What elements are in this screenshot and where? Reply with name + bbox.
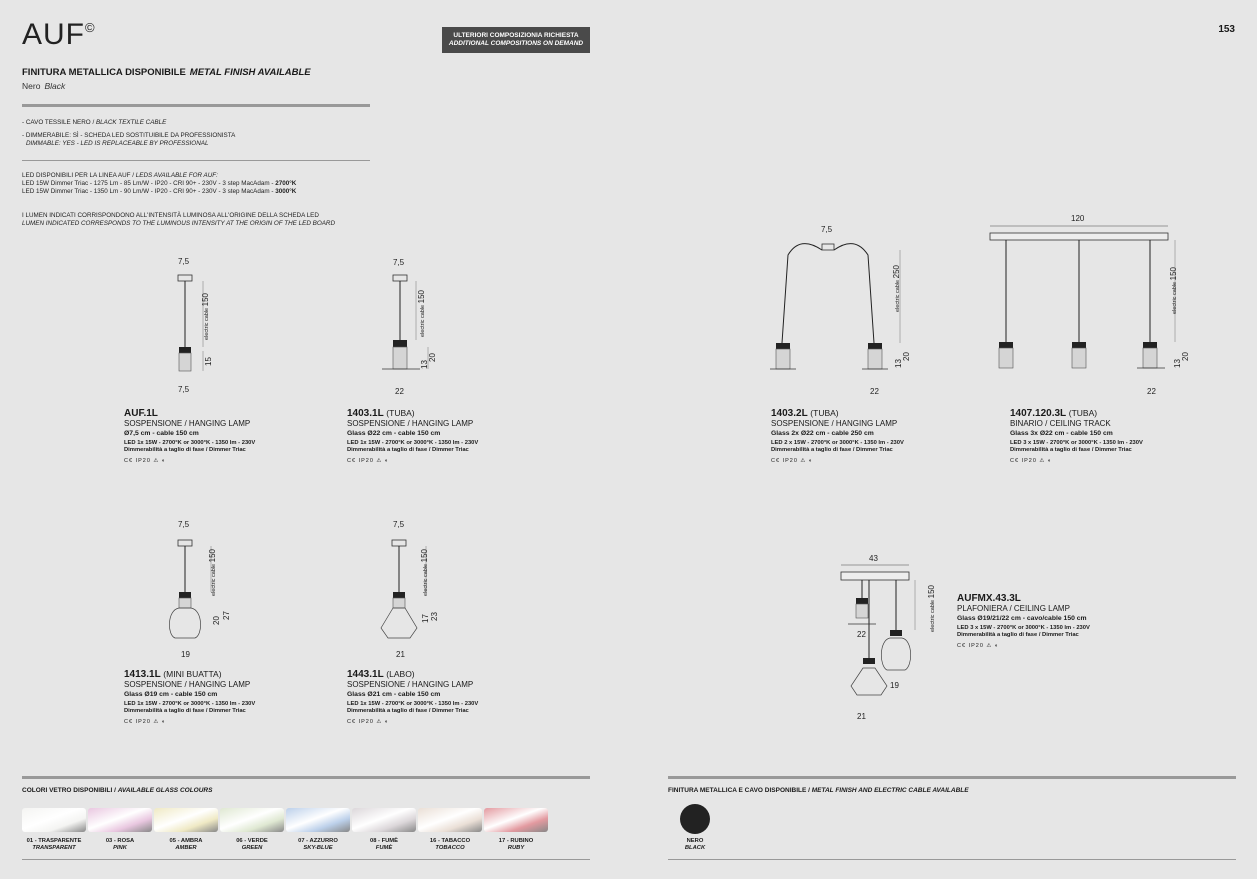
- dim-label: 22: [870, 387, 879, 396]
- dim-label: 22: [1147, 387, 1156, 396]
- certification-icons: C€ IP20 ⚠ ◐: [124, 458, 167, 464]
- aufmx-43-3l-drawing: [835, 560, 955, 720]
- metal-finish-swatch: [680, 804, 710, 834]
- swatch-color: [484, 808, 548, 832]
- product-card: [957, 593, 1157, 649]
- product-glass: Glass 3x Ø22 cm - cable 150 cm: [1010, 430, 1113, 437]
- product-glass: Glass Ø22 cm - cable 150 cm: [347, 430, 441, 437]
- dim-label: 7,5: [178, 257, 190, 266]
- badge-line-it: ULTERIORI COMPOSIZIONIA RICHIESTA: [453, 32, 579, 39]
- compositions-badge: [442, 27, 590, 53]
- dim-label: 15: [204, 357, 213, 366]
- certification-icons: C€ IP20 ⚠ ◐: [124, 719, 167, 725]
- product-type: PLAFONIERA / CEILING LAMP: [957, 604, 1070, 613]
- dim-label: 19: [181, 650, 190, 659]
- dim-label: 19: [890, 681, 899, 690]
- dim-label: electric cable 150: [201, 293, 210, 340]
- product-code: 1407.120.3L (TUBA): [1010, 408, 1098, 419]
- divider: [668, 859, 1236, 860]
- 1413-1l-drawing: [165, 520, 245, 660]
- swatch-label: 05 - AMBRA AMBER: [169, 838, 203, 851]
- product-glass: Glass 2x Ø22 cm - cable 250 cm: [771, 430, 874, 437]
- page-number: 153: [1218, 24, 1235, 35]
- product-code: 1403.2L (TUBA): [771, 408, 839, 419]
- product-code: AUF.1L: [124, 408, 158, 419]
- swatch-label: 17 - RUBINO RUBY: [498, 838, 534, 851]
- product-led: LED 2 x 15W - 2700°K or 3000°K - 1350 lm - 230V Dimmerabilità a taglio di fase / Dimmer Triac: [771, 440, 904, 453]
- product-type: BINARIO / CEILING TRACK: [1010, 419, 1111, 428]
- product-type: SOSPENSIONE / HANGING LAMP: [124, 419, 251, 428]
- 1407-120-3l-drawing: [985, 220, 1185, 380]
- glass-swatch-4: [286, 808, 350, 852]
- glass-swatch-3: [220, 808, 284, 852]
- glass-swatch-7: [484, 808, 548, 852]
- dim-label: electric cable 150: [1169, 267, 1178, 314]
- badge-line-en: ADDITIONAL COMPOSITIONS ON DEMAND: [448, 40, 584, 47]
- dim-label: 7,5: [178, 520, 190, 529]
- dim-label: 22: [395, 387, 404, 396]
- product-led: LED 1x 15W - 2700°K or 3000°K - 1350 lm - 230V Dimmerabilità a taglio di fase / Dimmer Triac: [347, 701, 479, 714]
- certification-icons: C€ IP20 ⚠ ◐: [347, 719, 390, 725]
- led-available: LED DISPONIBILI PER LA LINEA AUF / LEDS AVAILABLE FOR AUF: LED 15W Dimmer Triac - 1275 Lm - 85 Lm/W - IP20 - CRI 90+ - 230V - 3 step MacAdam - 2700°K LED 15W Dimmer Triac - 1350 Lm - 90 Lm/W - IP20 - CRI 90+ - 230V - 3 step MacAdam - 3000°K: [22, 172, 297, 195]
- swatch-label: 06 - VERDE GREEN: [236, 838, 268, 851]
- glass-colours-title: COLORI VETRO DISPONIBILI / AVAILABLE GLASS COLOURS: [22, 787, 213, 794]
- dim-label: 7,5: [393, 520, 405, 529]
- product-led: LED 1x 15W - 2700°K or 3000°K - 1350 lm - 230V Dimmerabilità a taglio di fase / Dimmer Triac: [347, 440, 479, 453]
- product-glass: Ø7,5 cm - cable 150 cm: [124, 430, 199, 437]
- dim-label: electric cable 150: [927, 585, 936, 632]
- product-card: [347, 408, 547, 464]
- dim-label: 13: [1173, 359, 1182, 368]
- product-type: SOSPENSIONE / HANGING LAMP: [124, 680, 251, 689]
- dim-label: 27: [222, 611, 231, 620]
- product-card: [771, 408, 971, 464]
- certification-icons: C€ IP20 ⚠ ◐: [1010, 458, 1053, 464]
- dim-label: 17: [421, 614, 430, 623]
- swatch-label: 16 - TABACCO TOBACCO: [429, 838, 471, 851]
- swatch-color: [286, 808, 350, 832]
- product-card: [1010, 408, 1210, 464]
- product-code: 1443.1L (LABO): [347, 669, 415, 680]
- dim-label: 21: [857, 712, 866, 721]
- product-glass: Glass Ø19/21/22 cm - cavo/cable 150 cm: [957, 615, 1087, 622]
- product-code: 1403.1L (TUBA): [347, 408, 415, 419]
- auf-1l-drawing: [160, 255, 240, 395]
- product-led: LED 3 x 15W - 2700°K or 3000°K - 1350 lm - 230V Dimmerabilità a taglio di fase / Dimmer Triac: [1010, 440, 1143, 453]
- glass-swatch-2: [154, 808, 218, 852]
- product-card: [347, 669, 547, 725]
- certification-icons: C€ IP20 ⚠ ◐: [957, 643, 1000, 649]
- product-card: [124, 408, 324, 464]
- dim-label: 22: [857, 630, 866, 639]
- dim-label: electric cable 150: [420, 549, 429, 596]
- dim-label: 7,5: [178, 385, 190, 394]
- swatch-label: 01 - TRASPARENTE TRANSPARENT: [26, 838, 82, 851]
- glass-swatch-5: [352, 808, 416, 852]
- dim-label: 7,5: [393, 258, 405, 267]
- swatch-color: [418, 808, 482, 832]
- 1443-1l-drawing: [378, 520, 458, 660]
- product-type: SOSPENSIONE / HANGING LAMP: [771, 419, 898, 428]
- product-code: AUFMX.43.3L: [957, 593, 1021, 604]
- glass-swatch-1: [88, 808, 152, 852]
- glass-swatch-row: [22, 808, 548, 852]
- product-code: 1413.1L (MINI BUATTA): [124, 669, 222, 680]
- finish-color: Nero Black: [22, 81, 66, 91]
- product-led: LED 1x 15W - 2700°K or 3000°K - 1350 lm - 230V Dimmerabilità a taglio di fase / Dimmer Triac: [124, 701, 256, 714]
- lumen-note: I LUMEN INDICATI CORRISPONDONO ALL'INTENSITÀ LUMINOSA ALL'ORIGINE DELLA SCHEDA LED LUMEN INDICATED CORRESPONDS TO THE LUMINOUS INTENSITY AT THE ORIGIN OF THE LED BOARD: [22, 212, 336, 227]
- metal-finish-label: NERO BLACK: [684, 838, 706, 851]
- swatch-color: [22, 808, 86, 832]
- product-led: LED 1x 15W - 2700°K or 3000°K - 1350 lm - 230V Dimmerabilità a taglio di fase / Dimmer Triac: [124, 440, 256, 453]
- dimmable-spec: - DIMMERABILE: SÌ - SCHEDA LED SOSTITUIBILE DA PROFESSIONISTA DIMMABLE: YES - LED IS REPLACEABLE BY PROFESSIONAL: [22, 132, 236, 147]
- metal-cable-title: FINITURA METALLICA E CAVO DISPONIBILE / METAL FINISH AND ELECTRIC CABLE AVAILABLE: [668, 787, 969, 794]
- swatch-label: 03 - ROSA PINK: [105, 838, 135, 851]
- dim-label: 7,5: [821, 225, 833, 234]
- dim-label: 20: [1181, 352, 1190, 361]
- divider: [22, 160, 370, 161]
- dim-label: 23: [430, 612, 439, 621]
- dim-label: 21: [396, 650, 405, 659]
- swatch-label: 08 - FUMÈ FUMÈ: [369, 838, 399, 851]
- product-glass: Glass Ø21 cm - cable 150 cm: [347, 691, 441, 698]
- product-card: [124, 669, 324, 725]
- brand-title: AUF©: [22, 18, 96, 51]
- swatch-color: [88, 808, 152, 832]
- product-type: SOSPENSIONE / HANGING LAMP: [347, 680, 474, 689]
- product-type: SOSPENSIONE / HANGING LAMP: [347, 419, 474, 428]
- dim-label: 20: [902, 352, 911, 361]
- glass-swatch-0: [22, 808, 86, 852]
- product-led: LED 3 x 15W - 2700°K or 3000°K - 1350 lm - 230V Dimmerabilità a taglio di fase / Dimmer Triac: [957, 625, 1090, 638]
- swatch-color: [352, 808, 416, 832]
- swatch-color: [220, 808, 284, 832]
- dim-label: 13: [894, 359, 903, 368]
- dim-label: 120: [1071, 214, 1085, 223]
- divider: [22, 776, 590, 779]
- divider: [668, 776, 1236, 779]
- swatch-color: [154, 808, 218, 832]
- product-glass: Glass Ø19 cm - cable 150 cm: [124, 691, 218, 698]
- certification-icons: C€ IP20 ⚠ ◐: [771, 458, 814, 464]
- swatch-label: 07 - AZZURRO SKY-BLUE: [298, 838, 338, 851]
- dim-label: 20: [212, 616, 221, 625]
- dim-label: 20: [428, 353, 437, 362]
- certification-icons: C€ IP20 ⚠ ◐: [347, 458, 390, 464]
- divider: [22, 104, 370, 107]
- divider: [22, 859, 590, 860]
- dim-label: electric cable 250: [892, 265, 901, 312]
- dim-label: electric cable 150: [208, 549, 217, 596]
- dim-label: 43: [869, 554, 878, 563]
- cable-spec: - CAVO TESSILE NERO / BLACK TEXTILE CABLE: [22, 119, 167, 126]
- finish-title: FINITURA METALLICA DISPONIBILE METAL FINISH AVAILABLE: [22, 67, 311, 78]
- dim-label: 13: [420, 360, 429, 369]
- glass-swatch-6: [418, 808, 482, 852]
- dim-label: electric cable 150: [417, 290, 426, 337]
